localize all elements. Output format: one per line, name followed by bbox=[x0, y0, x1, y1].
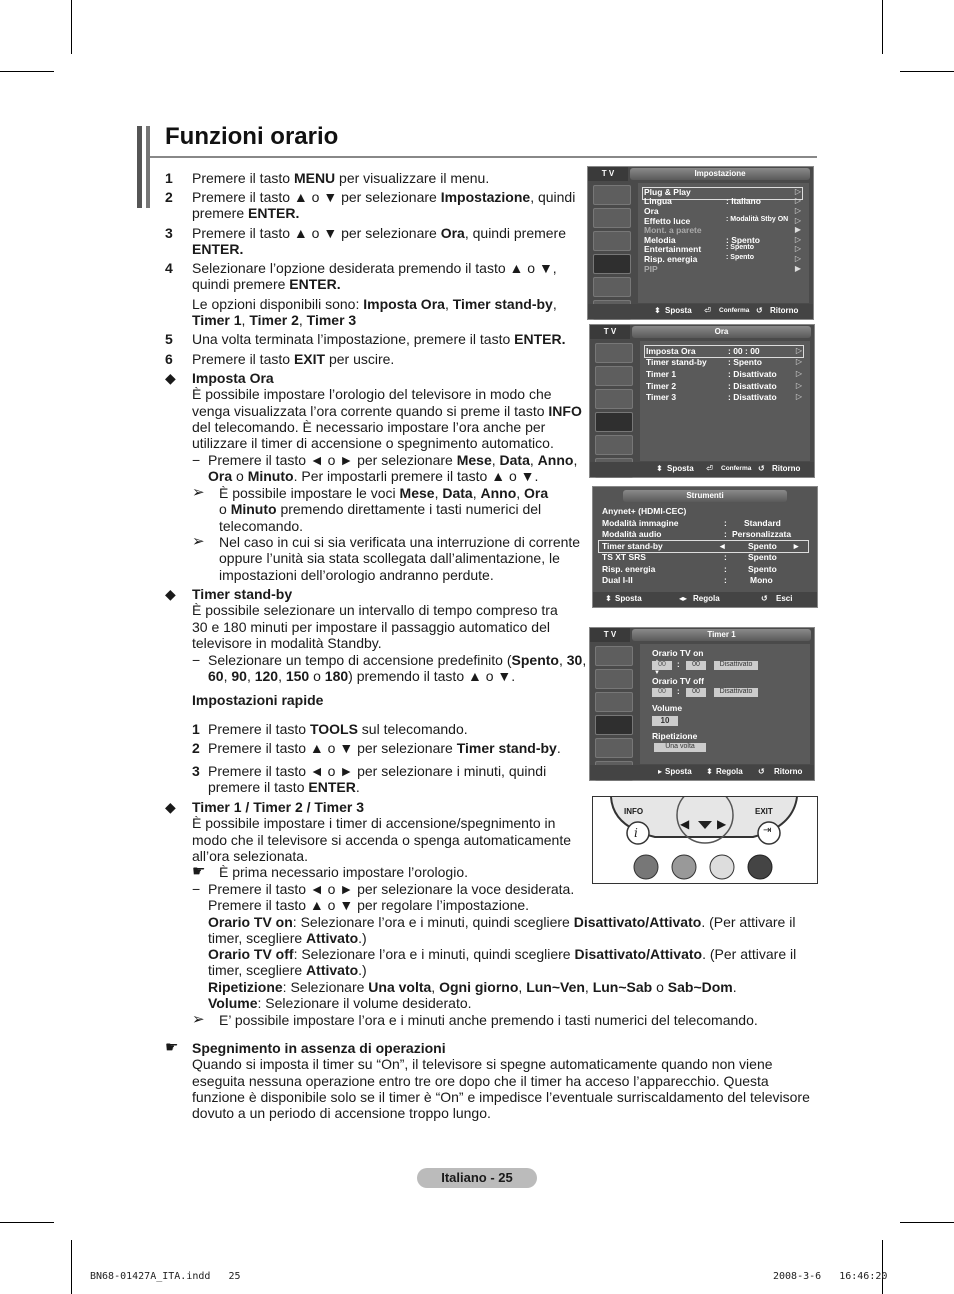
quick-step-1: Premere il tasto TOOLS sul telecomando. bbox=[208, 721, 468, 737]
arrow-left-icon: ◄ bbox=[718, 541, 727, 551]
crop-mark bbox=[882, 0, 883, 54]
return-icon: ↺ bbox=[758, 767, 765, 776]
step-number: 2 bbox=[192, 740, 200, 756]
arrow-note-icon: ➢ bbox=[192, 533, 205, 550]
menu-row[interactable]: Modalità immagine : Standard bbox=[602, 518, 781, 528]
menu-row[interactable]: Timer stand-by : Spento bbox=[646, 357, 762, 367]
input-icon[interactable] bbox=[593, 277, 631, 297]
arrow-down-icon: ▼ bbox=[654, 670, 660, 676]
arrow-right-icon: ▷ bbox=[794, 254, 801, 263]
arrow-right-icon: ▷ bbox=[794, 206, 801, 215]
arrow-note-icon: ➢ bbox=[192, 1011, 205, 1028]
arrow-right-icon: ▷ bbox=[794, 187, 801, 196]
timer-on-minute[interactable]: 00 bbox=[686, 661, 706, 670]
repeat-label: Ripetizione bbox=[652, 731, 698, 741]
crop-mark bbox=[900, 1222, 954, 1223]
menu-row[interactable]: Ora bbox=[644, 206, 659, 216]
menu-row[interactable]: Plug & Play bbox=[644, 187, 691, 197]
menu-row[interactable]: Risp. energia : Spento bbox=[644, 254, 754, 264]
timer-off-minute[interactable]: 00 bbox=[686, 688, 706, 697]
menu-row[interactable]: Imposta Ora : 00 : 00 bbox=[646, 346, 760, 356]
input-icon[interactable] bbox=[595, 435, 633, 455]
step-number: 2 bbox=[165, 189, 173, 205]
menu-row[interactable]: Anynet+ (HDMI-CEC) bbox=[602, 506, 687, 516]
arrow-left-icon[interactable]: ◀ bbox=[680, 817, 690, 831]
menu-row[interactable]: Risp. energia : Spento bbox=[602, 564, 777, 574]
step-number: 3 bbox=[192, 763, 200, 779]
dash-bullet: − bbox=[192, 452, 201, 468]
title-underline bbox=[150, 156, 817, 158]
print-footer-left: BN68-01427A_ITA.indd 25 bbox=[90, 1271, 241, 1282]
step-6: Premere il tasto EXIT per uscire. bbox=[192, 351, 395, 367]
info-button-label[interactable]: INFO bbox=[624, 807, 644, 816]
menu-row[interactable]: TS XT SRS : Spento bbox=[602, 552, 777, 562]
dash-bullet: − bbox=[192, 652, 201, 668]
standby-instruction: Selezionare un tempo di accensione predefinito (Spento, 30, 60, 90, 120, 150 o 180) premendo il tasto ▲ o ▼. bbox=[208, 652, 587, 685]
crop-mark bbox=[0, 71, 54, 72]
arrow-right-icon[interactable]: ▶ bbox=[717, 817, 727, 831]
timers-instructions: Premere il tasto ◄ o ► per selezionare la voce desiderata. Premere il tasto ▲ o ▼ per regolare l’impostazione. Orario TV on: Selezionare l’ora e i minuti, quindi scegliere Disattivato/Attivato. (Per attivare il timer, scegliere Attivato.) Orario TV off: Selezionare l’ora e i minuti, quindi scegliere Disattivato/Attivato. (Per attivare il timer, scegliere Attivato.) Ripetizione: Selezionare Una volta, Ogni giorno, Lun~Ven, Lun~Sab o Sab~Dom. Volume: Selezionare il volume desiderato. bbox=[208, 881, 797, 1012]
pointing-hand-icon: ☛ bbox=[192, 863, 206, 880]
input-icon[interactable] bbox=[595, 738, 633, 758]
timer-off-state[interactable]: Disattivato bbox=[714, 688, 758, 697]
arrow-note-icon: ➢ bbox=[192, 484, 205, 501]
timer-on-state[interactable]: Disattivato bbox=[714, 661, 758, 670]
exit-icon[interactable]: ⇥ bbox=[763, 825, 772, 836]
timers-note: È prima necessario impostare l’orologio. bbox=[219, 864, 468, 880]
tv-menu-ora bbox=[589, 324, 815, 478]
menu-title: Strumenti bbox=[623, 490, 787, 502]
arrow-right-icon: ▷ bbox=[794, 244, 801, 253]
step-3: Premere il tasto ▲ o ▼ per selezionare Ora, quindi premere ENTER. bbox=[192, 225, 567, 258]
quick-settings-heading: Impostazioni rapide bbox=[192, 692, 324, 708]
tools-menu bbox=[592, 486, 818, 608]
step-1: Premere il tasto MENU per visualizzare il menu. bbox=[192, 170, 490, 186]
diamond-bullet-icon: ◆ bbox=[165, 370, 176, 386]
menu-body bbox=[640, 341, 810, 461]
title-accent-bar bbox=[137, 126, 142, 208]
repeat-value[interactable]: Una volta bbox=[654, 743, 706, 752]
enter-icon: ⏎ bbox=[706, 464, 713, 473]
menu-row[interactable]: Effetto luce : Modalità Stby ON bbox=[644, 216, 789, 226]
menu-sidebar bbox=[592, 341, 636, 481]
imposta-ora-note-1: È possibile impostare le voci Mese, Data, Anno, Ora o Minuto premendo direttamente i tasti numerici del telecomando. bbox=[219, 485, 549, 534]
tv-menu-impostazione bbox=[587, 166, 814, 320]
print-footer-right: 2008-3-6 16:46:20 bbox=[773, 1271, 888, 1282]
setup-icon[interactable] bbox=[593, 254, 631, 274]
exit-icon: ↺ bbox=[761, 594, 768, 603]
menu-footer: ▸ Sposta ⬍ Regola ↺ Ritorno bbox=[590, 765, 814, 780]
page-title: Funzioni orario bbox=[165, 123, 339, 150]
updown-icon: ⬍ bbox=[605, 594, 612, 603]
imposta-ora-instruction: Premere il tasto ◄ o ► per selezionare Mese, Data, Anno, Ora o Minuto. Per impostarli premere il tasto ▲ o ▼. bbox=[208, 452, 578, 485]
setup-icon[interactable] bbox=[595, 412, 633, 432]
imposta-ora-section: Imposta Ora È possibile impostare l’orologio del televisore in modo che venga visualizzata l’ora corrente quando si preme il tasto INFO del telecomando. È necessario impostare l’ora anche per utilizzare il timer di accensione o spegnimento automatico. bbox=[192, 370, 582, 452]
arrow-right-icon: ▸ bbox=[658, 767, 663, 776]
arrow-right-icon: ▷ bbox=[795, 381, 802, 390]
step-number: 6 bbox=[165, 351, 173, 367]
step-number: 1 bbox=[165, 170, 173, 186]
menu-title: Impostazione bbox=[630, 168, 810, 180]
imposta-ora-note-2: Nel caso in cui si sia verificata una interruzione di corrente oppure l’unità sia stata scollegata dall’alimentazione, le impostazioni dell’orologio andranno perdute. bbox=[219, 534, 581, 583]
menu-row[interactable]: Timer 2 : Disattivato bbox=[646, 381, 777, 391]
arrow-right-icon: ▷ bbox=[794, 196, 801, 205]
menu-row[interactable]: Modalità audio : Personalizzata bbox=[602, 529, 792, 539]
info-icon[interactable]: i bbox=[634, 826, 638, 840]
crop-mark bbox=[71, 1240, 72, 1294]
return-icon: ↺ bbox=[756, 306, 763, 315]
channel-icon[interactable] bbox=[595, 389, 633, 409]
arrow-right-icon: ▶ bbox=[794, 264, 801, 273]
arrow-right-icon: ▷ bbox=[795, 392, 802, 401]
step-5: Una volta terminata l’impostazione, premere il tasto ENTER. bbox=[192, 331, 566, 347]
pointing-hand-icon: ☛ bbox=[165, 1039, 179, 1056]
arrow-right-icon: ► bbox=[792, 541, 801, 551]
updown-icon: ⬍ bbox=[654, 306, 661, 315]
sound-icon[interactable] bbox=[595, 669, 633, 689]
setup-icon[interactable] bbox=[595, 715, 633, 735]
picture-icon[interactable] bbox=[593, 185, 631, 205]
step-4: Selezionare l’opzione desiderata premendo il tasto ▲ o ▼, quindi premere ENTER. bbox=[192, 260, 557, 293]
crop-mark bbox=[71, 0, 72, 54]
sound-icon[interactable] bbox=[595, 366, 633, 386]
dash-bullet: − bbox=[192, 881, 201, 897]
menu-sidebar bbox=[590, 183, 634, 323]
menu-row[interactable]: Timer 1 : Disattivato bbox=[646, 369, 777, 379]
menu-row[interactable]: Melodia : Spento bbox=[644, 235, 760, 245]
crop-mark bbox=[900, 71, 954, 72]
picture-icon[interactable] bbox=[595, 646, 633, 666]
step-2: Premere il tasto ▲ o ▼ per selezionare Impostazione, quindi premere ENTER. bbox=[192, 189, 576, 222]
exit-button-label[interactable]: EXIT bbox=[755, 807, 773, 816]
channel-icon[interactable] bbox=[593, 231, 631, 251]
enter-icon: ⏎ bbox=[704, 306, 711, 315]
options-text: Le opzioni disponibili sono: Imposta Ora, Timer stand-by, Timer 1, Timer 2, Timer 3 bbox=[192, 296, 557, 329]
menu-row[interactable]: Timer 3 : Disattivato bbox=[646, 392, 777, 402]
sound-icon[interactable] bbox=[593, 208, 631, 228]
arrow-right-icon: ▷ bbox=[795, 346, 802, 355]
menu-footer: ⬍ Sposta ◂▸ Regola ↺ Esci bbox=[593, 592, 817, 607]
quick-step-3: Premere il tasto ◄ o ► per selezionare i minuti, quindi premere il tasto ENTER. bbox=[208, 763, 547, 796]
volume-value[interactable]: 10 bbox=[652, 716, 678, 726]
timer-on-label: Orario TV on bbox=[652, 648, 704, 658]
crop-mark bbox=[0, 1222, 54, 1223]
step-number: 1 bbox=[192, 721, 200, 737]
quick-step-2: Premere il tasto ▲ o ▼ per selezionare Timer stand-by. bbox=[208, 740, 561, 756]
timer-on-hour[interactable]: 00 bbox=[652, 661, 672, 670]
channel-icon[interactable] bbox=[595, 692, 633, 712]
updown-icon: ⬍ bbox=[706, 767, 713, 776]
arrow-right-icon: ▷ bbox=[795, 369, 802, 378]
diamond-bullet-icon: ◆ bbox=[165, 799, 176, 815]
menu-sidebar bbox=[592, 644, 636, 784]
menu-footer: ⬍ Sposta ⏎ Conferma ↺ Ritorno bbox=[588, 304, 813, 319]
menu-body bbox=[638, 183, 809, 303]
timer-off-label: Orario TV off bbox=[652, 676, 704, 686]
return-icon: ↺ bbox=[758, 464, 765, 473]
spegnimento-section: Spegnimento in assenza di operazioni Quando si imposta il timer su “On”, il televisore si spegne automaticamente quando non viene eseguita nessuna operazione entro tre ore dopo che il timer ha acceso l’apparecchio. Questa funzione è disponibile solo se il timer è “On” e impedisce l’eventuale surriscaldamento del televisore dovuto a un periodo di accensione troppo lungo. bbox=[192, 1040, 810, 1122]
menu-footer: ⬍ Sposta ⏎ Conferma ↺ Ritorno bbox=[590, 462, 814, 477]
page-number-badge: Italiano - 25 bbox=[417, 1168, 537, 1188]
menu-row[interactable]: Entertainment : Spento bbox=[644, 244, 754, 254]
menu-row[interactable]: Mont. a parete bbox=[644, 225, 702, 235]
menu-title: Ora bbox=[632, 326, 811, 338]
leftright-icon: ◂▸ bbox=[679, 594, 688, 603]
crop-mark bbox=[882, 1240, 883, 1294]
tv-label: T V bbox=[590, 325, 630, 339]
remote-control-illustration bbox=[592, 796, 818, 884]
arrow-right-icon: ▶ bbox=[794, 225, 801, 234]
title-accent-bar bbox=[146, 126, 150, 208]
timers-section: Timer 1 / Timer 2 / Timer 3 È possibile impostare i timer di accensione/spegnimento in modo che il televisore si accenda o spenga automaticamente all’ora selezionata. bbox=[192, 799, 571, 864]
menu-row[interactable]: Timer stand-by ◄ Spento ► bbox=[602, 541, 801, 551]
standby-section: Timer stand-by È possibile selezionare un intervallo di tempo compreso tra 30 e 180 minuti per impostare il passaggio automatico del televisore in modalità Standby. bbox=[192, 586, 558, 651]
tv-label: T V bbox=[588, 167, 628, 181]
tv-label: T V bbox=[590, 628, 630, 642]
arrow-right-icon: ▷ bbox=[795, 357, 802, 366]
timer-off-hour[interactable]: 00 bbox=[652, 688, 672, 697]
diamond-bullet-icon: ◆ bbox=[165, 586, 176, 602]
menu-title: Timer 1 bbox=[632, 629, 811, 641]
arrow-right-icon: ▷ bbox=[794, 235, 801, 244]
step-number: 3 bbox=[165, 225, 173, 241]
menu-row[interactable]: Lingua : Italiano bbox=[644, 196, 761, 206]
volume-label: Volume bbox=[652, 703, 683, 713]
menu-body: Orario TV on 00 ▼ : 00 Disattivato Orario TV off 00 : 00 Disattivato Volume 10 Ripetizione Una volta bbox=[640, 644, 810, 764]
tv-menu-timer1 bbox=[589, 627, 815, 781]
step-number: 4 bbox=[165, 260, 173, 276]
picture-icon[interactable] bbox=[595, 343, 633, 363]
menu-row[interactable]: PIP bbox=[644, 264, 658, 274]
step-number: 5 bbox=[165, 331, 173, 347]
updown-icon: ⬍ bbox=[656, 464, 663, 473]
arrow-right-icon: ▷ bbox=[794, 216, 801, 225]
menu-row[interactable]: Dual I-II : Mono bbox=[602, 575, 773, 585]
timers-note-2: E’ possibile impostare l’ora e i minuti anche premendo i tasti numerici del telecomando. bbox=[219, 1012, 758, 1028]
